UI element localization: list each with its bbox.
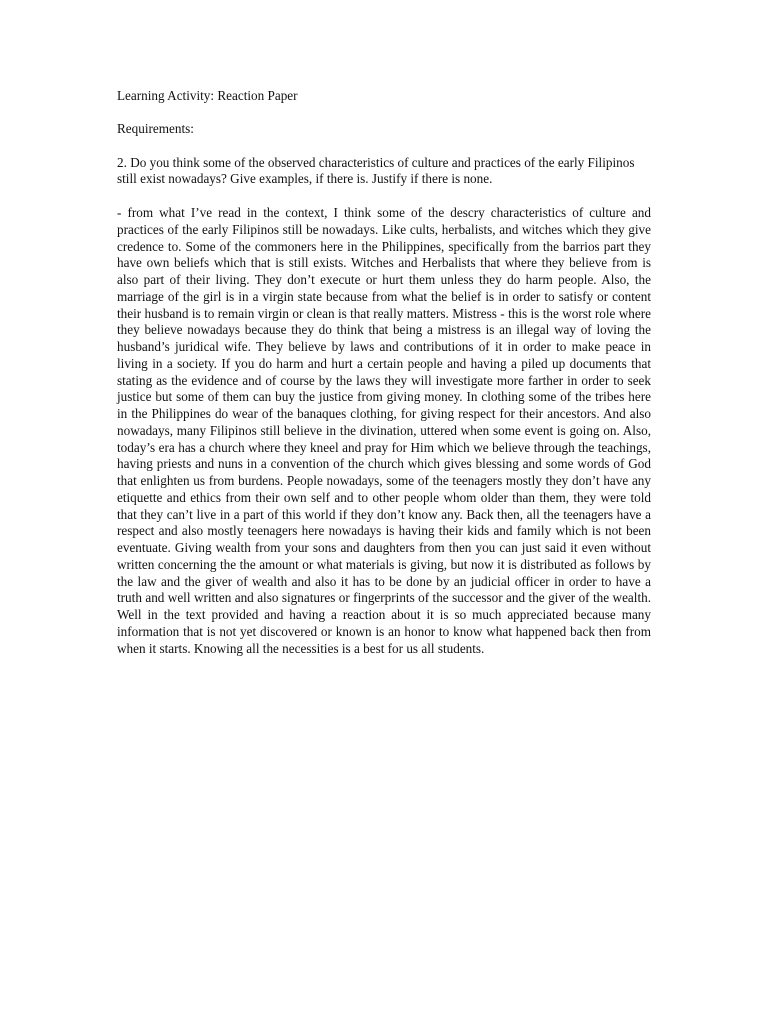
document-title: Learning Activity: Reaction Paper	[117, 88, 298, 103]
answer-paragraph: - from what I’ve read in the context, I think some of the descry characteristics of culture and practices of the early Filipinos still be nowadays. Like cults, herbalists, and witches which they give credence to. Some of the commoners here in the Philippines, specifically from the barrios part they have own beliefs which that is still exists. Witches and Herbalists that where they believe from is also part of their living. They don’t execute or hurt them unless they do harm people. Also, the marriage of the girl is in a virgin state because from what the belief is in order to satisfy or content their husband is to remain virgin or clean is that really matters. Mistress - this is the worst role where they believe nowadays because they do think that being a mistress is an illegal way of loving the husband’s juridical wife. They believe by laws and contributions of it in order to make peace in living in a society. If you do harm and hurt a certain people and having a piled up documents that stating as the evidence and of course by the laws they will investigate more farther in order to seek justice but some of them can buy the justice from giving money. In clothing some of the tribes here in the Philippines do wear of the banaques clothing, for giving respect for their ancestors. And also nowadays, many Filipinos still believe in the divination, uttered when some event is going on. Also, today’s era has a church where they kneel and pray for Him which we believe through the teachings, having priests and nuns in a convention of the church which gives blessing and some words of God that enlighten us from burdens. People nowadays, some of the teenagers mostly they don’t have any etiquette and ethics from their own self and to other people whom older than them, they were told that they can’t live in a part of this world if they don’t know any. Back then, all the teenagers have a respect and also mostly teenagers here nowadays is having their kids and family which is not been eventuate. Giving wealth from your sons and daughters from then you can just said it even without written concerning the the amount or what materials is giving, but now it is distributed as follows by the law and the giver of wealth and also it has to be done by an judicial officer in order to have a truth and well written and also signatures or fingerprints of the successor and the giver of the wealth. Well in the text provided and having a reaction about it is so much appreciated because many information that is not yet discovered or known is an honor to know what happened back then from when it starts. Knowing all the necessities is a best for us all students.	[117, 205, 651, 656]
question-text: 2. Do you think some of the observed characteristics of culture and practices of the early Filipinos still exist nowadays? Give examples, if there is. Justify if there is none.	[117, 154, 635, 187]
requirements-label: Requirements:	[117, 120, 194, 136]
document-body	[117, 88, 651, 657]
